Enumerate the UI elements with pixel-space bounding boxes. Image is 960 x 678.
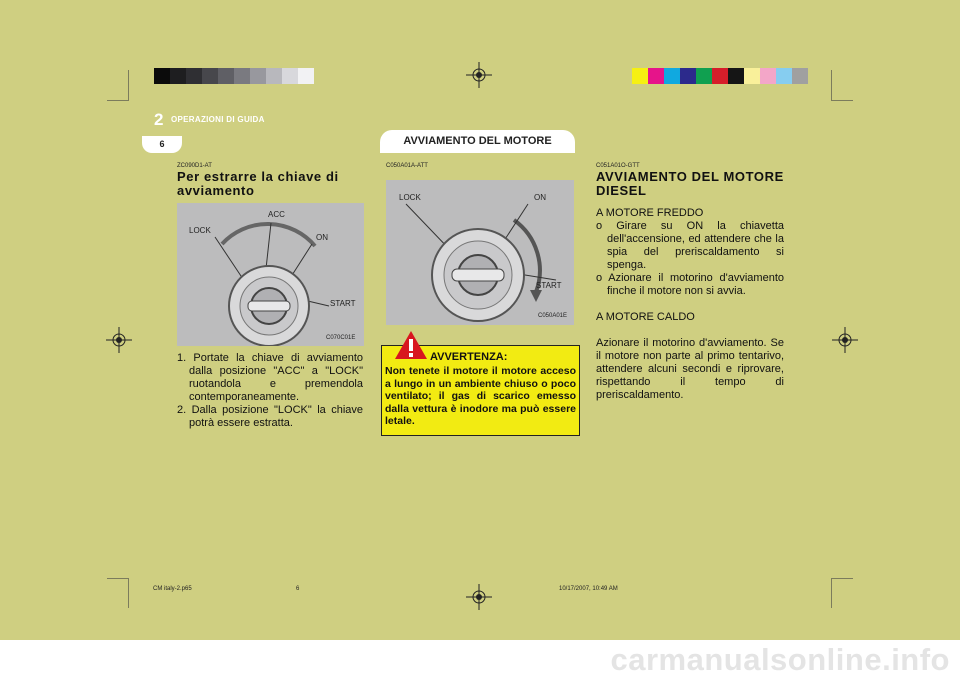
label-on: ON xyxy=(316,233,328,242)
label-start: START xyxy=(536,281,562,290)
label-start: START xyxy=(330,299,356,308)
color-swatch xyxy=(218,68,234,84)
grayscale-color-bar xyxy=(154,68,314,84)
section-code: C050A01A-ATT xyxy=(386,163,428,169)
color-swatch xyxy=(696,68,712,84)
instruction-list xyxy=(177,352,363,430)
registration-mark-icon xyxy=(466,62,492,88)
color-swatch xyxy=(728,68,744,84)
diesel-start-instructions xyxy=(596,207,784,402)
hot-engine-label: A MOTORE CALDO xyxy=(596,311,695,323)
color-swatch xyxy=(234,68,250,84)
crop-mark xyxy=(831,578,832,608)
figure-code: C050A01E xyxy=(538,313,568,319)
cold-engine-label: A MOTORE FREDDO xyxy=(596,207,704,219)
color-swatch xyxy=(744,68,760,84)
page-number-badge: 6 xyxy=(142,136,182,153)
color-swatch xyxy=(664,68,680,84)
color-swatch xyxy=(186,68,202,84)
section-heading: Per estrarre la chiave di avviamento xyxy=(177,169,339,198)
color-swatch xyxy=(680,68,696,84)
ignition-key-figure xyxy=(177,203,364,346)
crop-mark xyxy=(831,578,853,579)
color-swatch xyxy=(282,68,298,84)
crop-mark xyxy=(831,70,832,100)
footer-filename: CM italy-2.p65 xyxy=(153,586,192,592)
color-swatch xyxy=(298,68,314,84)
footer-timestamp: 10/17/2007, 10:49 AM xyxy=(559,586,618,592)
registration-mark-icon xyxy=(106,327,132,353)
section-code: ZC090D1-AT xyxy=(177,163,212,169)
list-item: o Azionare il motorino d'avviamento finche il motore non si avvia. xyxy=(596,272,784,297)
section-code: C051A01O-GTT xyxy=(596,163,640,169)
color-swatch xyxy=(154,68,170,84)
crop-mark xyxy=(831,100,853,101)
color-swatch xyxy=(202,68,218,84)
color-swatch xyxy=(792,68,808,84)
registration-mark-icon xyxy=(832,327,858,353)
label-lock: LOCK xyxy=(189,226,211,235)
color-swatch xyxy=(170,68,186,84)
color-swatch xyxy=(712,68,728,84)
chapter-number: 2 xyxy=(154,110,164,129)
list-item: o Girare su ON la chiavetta dell'accensione, ed attendere che la spia del preriscaldamento si spenga. xyxy=(596,220,784,271)
crop-mark xyxy=(107,100,129,101)
warning-text: Non tenete il motore il motore acceso a lungo in un ambiente chiuso o poco ventilato; il gas di scarico emesso dalla vettura è inodore ma può essere letale. xyxy=(385,365,576,427)
color-swatch xyxy=(776,68,792,84)
color-swatch xyxy=(632,68,648,84)
label-acc: ACC xyxy=(268,210,285,219)
crop-mark xyxy=(128,70,129,100)
label-lock: LOCK xyxy=(399,193,421,202)
warning-triangle-icon xyxy=(394,330,428,360)
hot-engine-text: Azionare il motorino d'avviamento. Se il motore non parte al primo tentarivo, attendere alcuni secondi e riprovare, rispettando il tempo di preriscaldamento. xyxy=(596,337,784,401)
color-swatch xyxy=(760,68,776,84)
section-heading: AVVIAMENTO DEL MOTORE DIESEL xyxy=(596,169,784,198)
crop-mark xyxy=(107,578,129,579)
crop-mark xyxy=(128,578,129,608)
warning-title: AVVERTENZA: xyxy=(430,351,508,363)
watermark-text: carmanualsonline.info xyxy=(610,642,950,677)
ignition-key-figure xyxy=(386,180,574,325)
chapter-title: OPERAZIONI DI GUIDA xyxy=(171,115,265,124)
list-item: 2. Dalla posizione "LOCK" la chiave potrà essere estratta. xyxy=(177,404,363,429)
process-color-bar xyxy=(632,68,808,84)
color-swatch xyxy=(266,68,282,84)
list-item: 1. Portate la chiave di avviamento dalla posizione "ACC" a "LOCK" ruotandola e premendola contemporaneamente. xyxy=(177,352,363,403)
color-swatch xyxy=(250,68,266,84)
watermark-strip xyxy=(0,640,960,678)
footer-page: 6 xyxy=(296,586,300,592)
ignition-switch-illustration xyxy=(177,203,364,346)
label-on: ON xyxy=(534,193,546,202)
registration-mark-icon xyxy=(466,584,492,610)
figure-code: C070C01E xyxy=(326,335,356,341)
color-swatch xyxy=(648,68,664,84)
section-title-tab: AVVIAMENTO DEL MOTORE xyxy=(380,130,575,153)
